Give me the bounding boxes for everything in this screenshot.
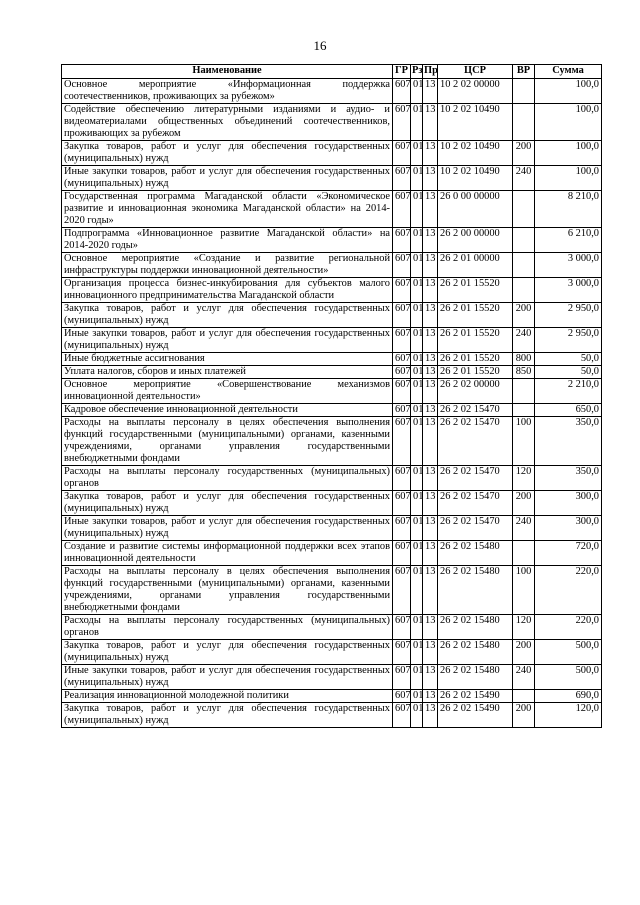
cell-vr: 800 (513, 353, 535, 366)
table-row (62, 366, 602, 379)
cell-pr: 13 (423, 253, 438, 278)
cell-vr (513, 191, 535, 228)
cell-rz: 01 (411, 690, 423, 703)
cell-rz: 01 (411, 703, 423, 728)
cell-sum: 8 210,0 (535, 191, 602, 228)
cell-vr: 200 (513, 640, 535, 665)
table-row (62, 191, 602, 228)
cell-gr: 607 (393, 141, 411, 166)
cell-csr: 26 2 02 15470 (438, 417, 513, 466)
cell-sum: 120,0 (535, 703, 602, 728)
cell-rz: 01 (411, 104, 423, 141)
cell-name: Реализация инновационной молодежной политики (62, 690, 393, 703)
cell-gr: 607 (393, 417, 411, 466)
page-number: 16 (313, 38, 327, 53)
cell-csr: 26 2 01 00000 (438, 253, 513, 278)
cell-pr: 13 (423, 615, 438, 640)
cell-sum: 3 000,0 (535, 278, 602, 303)
cell-pr: 13 (423, 353, 438, 366)
cell-vr: 120 (513, 466, 535, 491)
cell-vr: 200 (513, 491, 535, 516)
cell-sum: 50,0 (535, 366, 602, 379)
cell-vr: 200 (513, 303, 535, 328)
cell-gr: 607 (393, 379, 411, 404)
cell-csr: 26 2 01 15520 (438, 278, 513, 303)
table-row (62, 228, 602, 253)
cell-vr (513, 379, 535, 404)
header-pr: Пр (423, 65, 438, 79)
cell-csr: 26 2 02 15470 (438, 404, 513, 417)
table-row (62, 141, 602, 166)
cell-vr: 200 (513, 141, 535, 166)
cell-csr: 26 2 02 15480 (438, 541, 513, 566)
cell-csr: 26 2 02 15490 (438, 690, 513, 703)
cell-pr: 13 (423, 566, 438, 615)
table-header-row (62, 65, 602, 79)
cell-name: Закупка товаров, работ и услуг для обеспечения государственных (муниципальных) нужд (62, 640, 393, 665)
table-row (62, 303, 602, 328)
cell-rz: 01 (411, 417, 423, 466)
cell-gr: 607 (393, 665, 411, 690)
cell-gr: 607 (393, 228, 411, 253)
table-row (62, 703, 602, 728)
cell-sum: 100,0 (535, 166, 602, 191)
cell-gr: 607 (393, 541, 411, 566)
cell-gr: 607 (393, 466, 411, 491)
cell-csr: 26 2 01 15520 (438, 353, 513, 366)
cell-pr: 13 (423, 191, 438, 228)
header-gr: ГР (393, 65, 411, 79)
cell-vr (513, 690, 535, 703)
cell-pr: 13 (423, 104, 438, 141)
header-csr: ЦСР (438, 65, 513, 79)
cell-vr: 120 (513, 615, 535, 640)
cell-gr: 607 (393, 253, 411, 278)
cell-csr: 26 2 02 15480 (438, 566, 513, 615)
cell-sum: 690,0 (535, 690, 602, 703)
cell-vr (513, 253, 535, 278)
cell-vr: 100 (513, 417, 535, 466)
cell-sum: 300,0 (535, 491, 602, 516)
cell-rz: 01 (411, 665, 423, 690)
cell-sum: 220,0 (535, 566, 602, 615)
cell-gr: 607 (393, 566, 411, 615)
cell-pr: 13 (423, 228, 438, 253)
cell-csr: 10 2 02 10490 (438, 141, 513, 166)
cell-vr: 240 (513, 516, 535, 541)
table-body (62, 79, 602, 728)
cell-pr: 13 (423, 328, 438, 353)
budget-table (61, 64, 602, 728)
cell-vr: 100 (513, 566, 535, 615)
cell-name: Иные закупки товаров, работ и услуг для обеспечения государственных (муниципальных) нужд (62, 516, 393, 541)
cell-sum: 100,0 (535, 104, 602, 141)
cell-pr: 13 (423, 541, 438, 566)
cell-vr: 240 (513, 328, 535, 353)
table-row (62, 640, 602, 665)
cell-pr: 13 (423, 466, 438, 491)
cell-sum: 3 000,0 (535, 253, 602, 278)
header-sum: Сумма (535, 65, 602, 79)
cell-pr: 13 (423, 166, 438, 191)
cell-sum: 6 210,0 (535, 228, 602, 253)
table-row (62, 253, 602, 278)
table-row (62, 166, 602, 191)
header-rz: Рз (411, 65, 423, 79)
cell-gr: 607 (393, 104, 411, 141)
cell-name: Закупка товаров, работ и услуг для обеспечения государственных (муниципальных) нужд (62, 141, 393, 166)
cell-csr: 26 2 02 15480 (438, 615, 513, 640)
cell-rz: 01 (411, 79, 423, 104)
cell-name: Организация процесса бизнес-инкубирования для субъектов малого инновационного предпринимательства Магаданской области (62, 278, 393, 303)
cell-sum: 720,0 (535, 541, 602, 566)
table-row (62, 566, 602, 615)
table-row (62, 491, 602, 516)
cell-rz: 01 (411, 366, 423, 379)
cell-csr: 26 2 02 15480 (438, 640, 513, 665)
cell-vr: 240 (513, 166, 535, 191)
cell-pr: 13 (423, 516, 438, 541)
cell-sum: 100,0 (535, 79, 602, 104)
cell-vr: 850 (513, 366, 535, 379)
cell-name: Иные закупки товаров, работ и услуг для обеспечения государственных (муниципальных) нужд (62, 665, 393, 690)
header-vr: ВР (513, 65, 535, 79)
cell-csr: 26 2 02 15490 (438, 703, 513, 728)
cell-pr: 13 (423, 404, 438, 417)
cell-pr: 13 (423, 491, 438, 516)
table-row (62, 404, 602, 417)
cell-sum: 100,0 (535, 141, 602, 166)
table-row (62, 417, 602, 466)
cell-name: Расходы на выплаты персоналу в целях обеспечения выполнения функций государственными (муниципальными) органами, казенными учреждениями, органами управления государственными внебюджетными фондами (62, 417, 393, 466)
cell-gr: 607 (393, 640, 411, 665)
cell-rz: 01 (411, 640, 423, 665)
cell-sum: 2 950,0 (535, 303, 602, 328)
cell-rz: 01 (411, 566, 423, 615)
cell-pr: 13 (423, 703, 438, 728)
cell-sum: 220,0 (535, 615, 602, 640)
table-row (62, 541, 602, 566)
cell-pr: 13 (423, 417, 438, 466)
cell-rz: 01 (411, 516, 423, 541)
cell-gr: 607 (393, 353, 411, 366)
cell-gr: 607 (393, 303, 411, 328)
cell-gr: 607 (393, 690, 411, 703)
cell-rz: 01 (411, 166, 423, 191)
cell-sum: 350,0 (535, 466, 602, 491)
table-row (62, 104, 602, 141)
cell-name: Кадровое обеспечение инновационной деятельности (62, 404, 393, 417)
cell-rz: 01 (411, 379, 423, 404)
cell-rz: 01 (411, 404, 423, 417)
cell-rz: 01 (411, 466, 423, 491)
cell-gr: 607 (393, 328, 411, 353)
cell-name: Закупка товаров, работ и услуг для обеспечения государственных (муниципальных) нужд (62, 703, 393, 728)
cell-rz: 01 (411, 278, 423, 303)
header-name: Наименование (62, 65, 393, 79)
table-row (62, 328, 602, 353)
cell-gr: 607 (393, 491, 411, 516)
cell-vr (513, 404, 535, 417)
cell-name: Уплата налогов, сборов и иных платежей (62, 366, 393, 379)
cell-gr: 607 (393, 166, 411, 191)
cell-name: Закупка товаров, работ и услуг для обеспечения государственных (муниципальных) нужд (62, 491, 393, 516)
cell-vr (513, 278, 535, 303)
cell-gr: 607 (393, 191, 411, 228)
cell-csr: 10 2 02 00000 (438, 79, 513, 104)
cell-rz: 01 (411, 141, 423, 166)
cell-csr: 26 2 02 15470 (438, 491, 513, 516)
cell-sum: 2 950,0 (535, 328, 602, 353)
cell-sum: 500,0 (535, 640, 602, 665)
cell-csr: 26 2 02 00000 (438, 379, 513, 404)
cell-csr: 10 2 02 10490 (438, 166, 513, 191)
table-row (62, 516, 602, 541)
cell-name: Создание и развитие системы информационной поддержки всех этапов инновационной деятельности (62, 541, 393, 566)
cell-rz: 01 (411, 491, 423, 516)
cell-gr: 607 (393, 79, 411, 104)
cell-pr: 13 (423, 366, 438, 379)
cell-name: Расходы на выплаты персоналу государственных (муниципальных) органов (62, 615, 393, 640)
cell-name: Основное мероприятие «Совершенствование механизмов инновационной деятельности» (62, 379, 393, 404)
cell-sum: 650,0 (535, 404, 602, 417)
cell-csr: 26 2 02 15470 (438, 466, 513, 491)
cell-vr: 240 (513, 665, 535, 690)
table-row (62, 278, 602, 303)
table-row (62, 690, 602, 703)
cell-vr (513, 104, 535, 141)
cell-name: Основное мероприятие «Информационная поддержка соотечественников, проживающих за рубежом» (62, 79, 393, 104)
cell-vr (513, 228, 535, 253)
cell-gr: 607 (393, 516, 411, 541)
cell-gr: 607 (393, 278, 411, 303)
cell-rz: 01 (411, 228, 423, 253)
cell-pr: 13 (423, 278, 438, 303)
cell-gr: 607 (393, 404, 411, 417)
cell-csr: 10 2 02 10490 (438, 104, 513, 141)
cell-csr: 26 2 02 15470 (438, 516, 513, 541)
cell-rz: 01 (411, 541, 423, 566)
cell-pr: 13 (423, 640, 438, 665)
table-row (62, 353, 602, 366)
cell-csr: 26 2 01 15520 (438, 366, 513, 379)
cell-csr: 26 2 01 15520 (438, 303, 513, 328)
cell-gr: 607 (393, 703, 411, 728)
cell-vr (513, 541, 535, 566)
cell-name: Иные бюджетные ассигнования (62, 353, 393, 366)
table-row (62, 79, 602, 104)
cell-gr: 607 (393, 366, 411, 379)
table-row (62, 665, 602, 690)
cell-vr (513, 79, 535, 104)
cell-pr: 13 (423, 690, 438, 703)
cell-sum: 50,0 (535, 353, 602, 366)
cell-pr: 13 (423, 665, 438, 690)
cell-sum: 350,0 (535, 417, 602, 466)
cell-rz: 01 (411, 191, 423, 228)
table-row (62, 379, 602, 404)
cell-rz: 01 (411, 353, 423, 366)
cell-sum: 300,0 (535, 516, 602, 541)
cell-name: Расходы на выплаты персоналу в целях обеспечения выполнения функций государственными (муниципальными) органами, казенными учреждениями, органами управления государственными внебюджетными фондами (62, 566, 393, 615)
cell-rz: 01 (411, 253, 423, 278)
cell-csr: 26 2 01 15520 (438, 328, 513, 353)
cell-name: Расходы на выплаты персоналу государственных (муниципальных) органов (62, 466, 393, 491)
cell-csr: 26 2 00 00000 (438, 228, 513, 253)
cell-name: Содействие обеспечению литературными изданиями и аудио- и видеоматериалами общественных объединений соотечественников, проживающих за рубежом (62, 104, 393, 141)
cell-rz: 01 (411, 615, 423, 640)
cell-name: Подпрограмма «Инновационное развитие Магаданской области» на 2014-2020 годы» (62, 228, 393, 253)
cell-name: Иные закупки товаров, работ и услуг для обеспечения государственных (муниципальных) нужд (62, 328, 393, 353)
cell-sum: 500,0 (535, 665, 602, 690)
cell-gr: 607 (393, 615, 411, 640)
cell-rz: 01 (411, 303, 423, 328)
cell-vr: 200 (513, 703, 535, 728)
cell-csr: 26 0 00 00000 (438, 191, 513, 228)
cell-name: Основное мероприятие «Создание и развитие региональной инфраструктуры поддержки инновационной деятельности» (62, 253, 393, 278)
table-row (62, 466, 602, 491)
cell-sum: 2 210,0 (535, 379, 602, 404)
cell-pr: 13 (423, 303, 438, 328)
cell-name: Иные закупки товаров, работ и услуг для обеспечения государственных (муниципальных) нужд (62, 166, 393, 191)
cell-pr: 13 (423, 379, 438, 404)
cell-rz: 01 (411, 328, 423, 353)
cell-pr: 13 (423, 141, 438, 166)
cell-csr: 26 2 02 15480 (438, 665, 513, 690)
cell-name: Закупка товаров, работ и услуг для обеспечения государственных (муниципальных) нужд (62, 303, 393, 328)
cell-name: Государственная программа Магаданской области «Экономическое развитие и инновационная экономика Магаданской области» на 2014-2020 годы» (62, 191, 393, 228)
cell-pr: 13 (423, 79, 438, 104)
table-row (62, 615, 602, 640)
